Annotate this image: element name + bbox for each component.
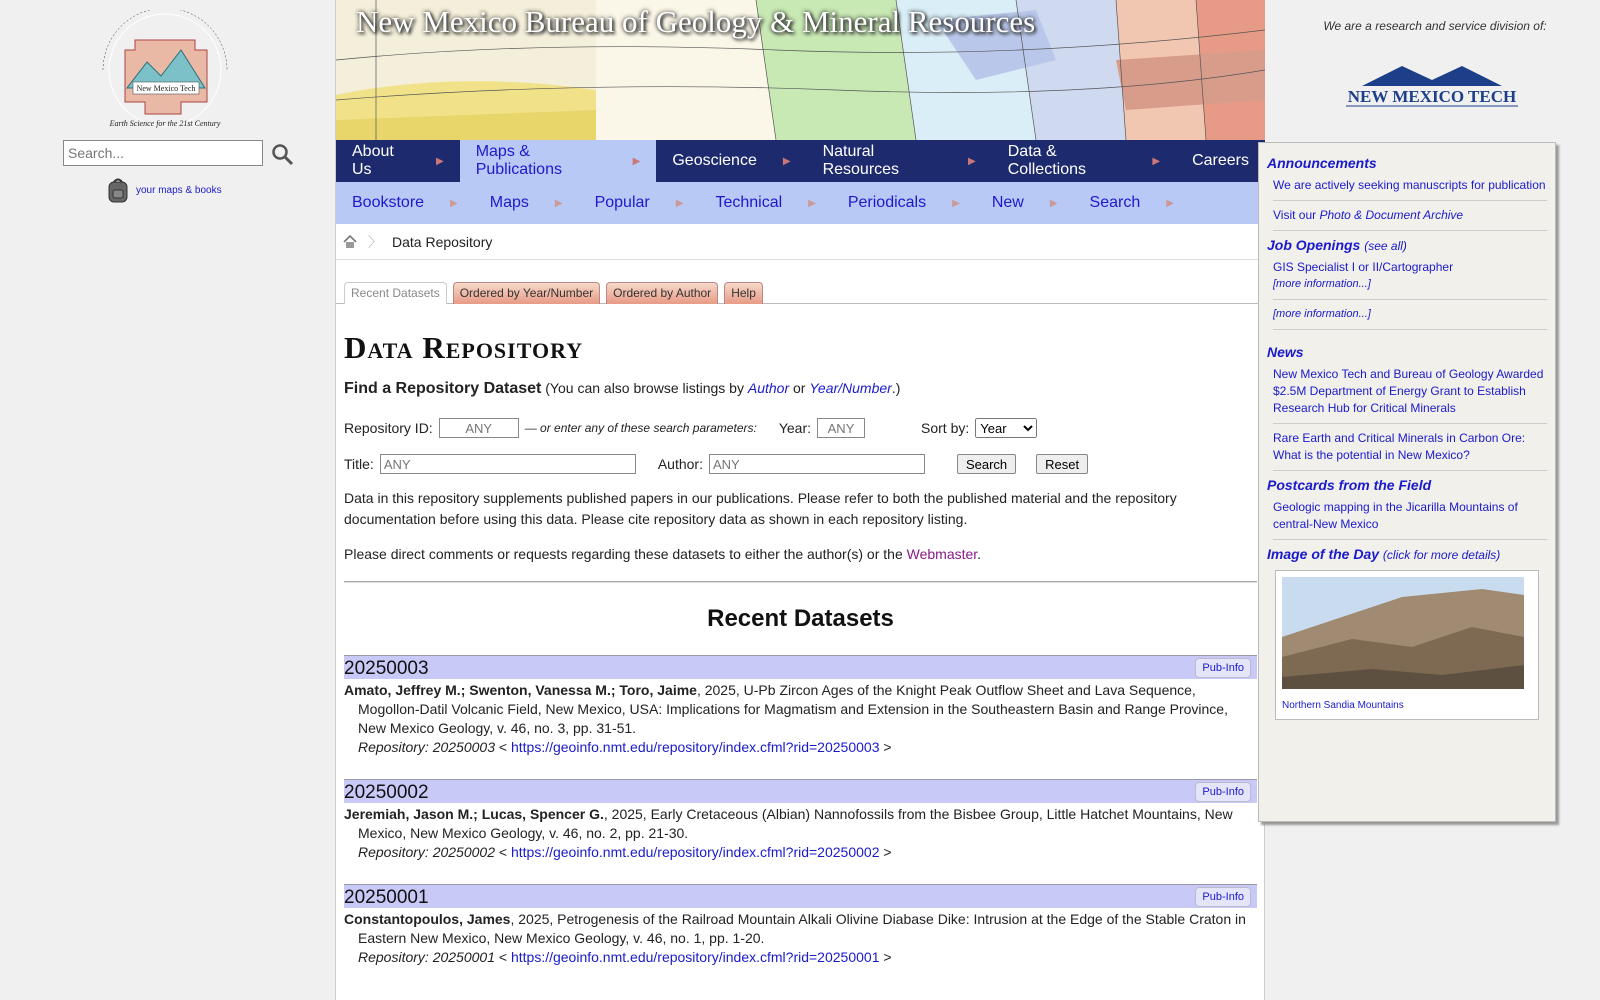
dataset-citation	[344, 910, 1257, 948]
author-input[interactable]	[709, 454, 925, 474]
subnav-label: Search	[1089, 194, 1141, 211]
news-item[interactable]: New Mexico Tech and Bureau of Geology Awarded $2.5M Department of Energy Grant to Establish Research Hub for Critical Minerals	[1273, 366, 1547, 424]
triangle-right-icon: ▶	[968, 155, 976, 167]
photo-archive-link[interactable]: Photo & Document Archive	[1319, 208, 1464, 222]
right-column	[1265, 0, 1600, 1000]
browse-year-link[interactable]: Year/Number	[809, 380, 892, 396]
triangle-right-icon: ▶	[436, 155, 444, 167]
triangle-right-icon: ▶	[1049, 197, 1058, 209]
tab-ordered-by-year[interactable]: Ordered by Year/Number	[453, 282, 600, 304]
sort-label: Sort by:	[921, 420, 970, 436]
svg-text:New Mexico Tech: New Mexico Tech	[136, 84, 196, 93]
webmaster-link[interactable]: Webmaster	[906, 546, 978, 562]
dataset-citation-text: , 2025, U-Pb Zircon Ages of the Knight Peak Outflow Sheet and Lava Sequence, Mogollon-Datil Volcanic Field, New Mexico, USA: Implications for Magmatism and Extension in the Southeastern Basin and Range Province, New Mexico Geology, v. 46, no. 3, pp. 31-51.	[358, 682, 1228, 736]
nav-label: Data & Collections	[1007, 143, 1086, 178]
dataset-url-link[interactable]: https://geoinfo.nmt.edu/repository/index.cfml?rid=20250002	[510, 844, 880, 860]
dataset-id: 20250002	[344, 782, 429, 803]
subnav-search[interactable]	[1074, 182, 1190, 224]
divider	[344, 581, 1257, 583]
or-search-params-text: — or enter any of these search parameters:	[524, 421, 757, 435]
dataset-citation-text: , 2025, Early Cretaceous (Albian) Nannofossils from the Bisbee Group, Little Hatchet Mountains, New Mexico, New Mexico Geology, v. 46, no. 2, pp. 21-30.	[358, 806, 1233, 841]
dataset-repo-line: Repository: 20250002 < https://geoinfo.nmt.edu/repository/index.cfml?rid=20250002 >	[358, 844, 892, 860]
search-form-row-1	[344, 418, 1257, 438]
announcement-text[interactable]: We are actively seeking manuscripts for publication	[1273, 178, 1546, 192]
pub-info-button[interactable]: Pub-Info	[1195, 782, 1251, 802]
dataset-repo-label: Repository: 20250002	[358, 844, 495, 860]
image-of-day-title: Image of the Day	[1267, 546, 1380, 562]
nav-label: Natural Resources	[822, 143, 900, 178]
news-item[interactable]: Rare Earth and Critical Minerals in Carbon Ore: What is the potential in New Mexico?	[1273, 430, 1547, 471]
comments-pre: Please direct comments or requests regarding these datasets to either the author(s) or the	[344, 546, 907, 562]
search-icon[interactable]	[270, 142, 294, 166]
jobs-see-all-link[interactable]: (see all)	[1364, 239, 1407, 253]
pub-info-button[interactable]: Pub-Info	[1195, 658, 1251, 678]
postcard-item[interactable]: Geologic mapping in the Jicarilla Mountains of central-New Mexico	[1273, 499, 1547, 540]
triangle-right-icon: ▶	[952, 197, 960, 209]
dataset-entry	[344, 779, 1257, 862]
job-openings-title: Job Openings	[1267, 237, 1361, 253]
image-of-day-note: (click for more details)	[1382, 548, 1501, 562]
dataset-url-link[interactable]: https://geoinfo.nmt.edu/repository/index.cfml?rid=20250003	[510, 739, 880, 755]
image-of-day-box[interactable]	[1275, 570, 1539, 720]
triangle-right-icon: ▶	[808, 197, 816, 209]
repository-description: Data in this repository supplements published papers in our publications. Please refer to both the published material and the repository documentation before using this data. Please cite repository data as shown in each repository listing.	[344, 490, 1177, 527]
year-label: Year:	[778, 420, 812, 436]
title-label: Title:	[344, 456, 374, 472]
dataset-header	[344, 779, 1257, 803]
nav-geoscience[interactable]	[656, 140, 806, 182]
nav-label: About Us	[352, 143, 394, 178]
subnav-label: New	[991, 194, 1024, 211]
triangle-right-icon: ▶	[554, 197, 563, 209]
browse-author-link[interactable]: Author	[747, 380, 790, 396]
subnav-bookstore[interactable]	[336, 182, 474, 224]
triangle-right-icon: ▶	[1152, 155, 1161, 167]
triangle-right-icon: ▶	[1166, 197, 1174, 209]
breadcrumb	[336, 224, 1265, 260]
bureau-logo[interactable]	[85, 10, 245, 130]
dataset-citation	[344, 805, 1257, 843]
sidebar-panel	[1258, 142, 1556, 822]
find-pre-text: (You can also browse listings by	[541, 380, 748, 396]
svg-text:NEW MEXICO TECH: NEW MEXICO TECH	[1347, 87, 1517, 106]
dataset-authors: Constantopoulos, James	[344, 911, 511, 927]
my-maps-books-link[interactable]	[104, 176, 222, 204]
home-icon[interactable]	[342, 234, 358, 250]
nav-maps-publications[interactable]	[460, 140, 657, 182]
image-of-day-photo[interactable]	[1282, 577, 1524, 689]
dataset-header	[344, 655, 1257, 679]
dataset-id: 20250001	[344, 887, 429, 908]
dataset-citation-text: , 2025, Petrogenesis of the Railroad Mountain Alkali Olivine Diabase Dike: Intrusion at the Edge of the Stable Craton in Eastern New Mexico, New Mexico Geology, v. 46, no. 1, pp. 1-20.	[358, 911, 1246, 946]
find-heading: Find a Repository Dataset	[344, 380, 542, 397]
job-openings-heading	[1267, 237, 1547, 253]
header-banner	[336, 0, 1265, 140]
repo-id-label: Repository ID:	[344, 420, 433, 436]
postcards-heading: Postcards from the Field	[1267, 477, 1432, 493]
triangle-right-icon: ▶	[782, 155, 791, 167]
site-search-input[interactable]	[63, 140, 263, 166]
nav-label: Careers	[1192, 152, 1249, 169]
year-input[interactable]	[817, 418, 865, 438]
dataset-citation	[344, 681, 1257, 738]
subnav-label: Periodicals	[847, 194, 927, 211]
dataset-repo-label: Repository: 20250003	[358, 739, 495, 755]
subnav-popular[interactable]	[579, 182, 700, 224]
subnav-label: Bookstore	[352, 194, 425, 211]
nav-careers[interactable]	[1176, 140, 1265, 182]
search-button[interactable]: Search	[957, 454, 1016, 474]
dataset-repo-line: Repository: 20250001 < https://geoinfo.nmt.edu/repository/index.cfml?rid=20250001 >	[358, 949, 892, 965]
dataset-list	[344, 655, 1257, 967]
job-more-link[interactable]: [more information...]	[1273, 278, 1371, 290]
subnav-technical[interactable]	[699, 182, 831, 224]
job-item[interactable]	[1273, 306, 1547, 330]
news-heading: News	[1267, 344, 1304, 360]
tab-recent-datasets[interactable]: Recent Datasets	[344, 282, 447, 304]
left-column	[0, 0, 336, 1000]
image-of-day-heading	[1267, 546, 1547, 562]
job-title[interactable]: GIS Specialist I or II/Cartographer	[1273, 260, 1454, 274]
job-more-link[interactable]: [more information...]	[1273, 308, 1371, 320]
page-content	[344, 330, 1257, 967]
repo-id-input[interactable]	[439, 418, 519, 438]
find-dataset-line	[344, 380, 1257, 398]
author-label: Author:	[657, 456, 703, 472]
dataset-id: 20250003	[344, 658, 429, 679]
subnav-periodicals[interactable]	[832, 182, 976, 224]
comments-note	[344, 544, 1257, 565]
dataset-header	[344, 884, 1257, 908]
sort-select[interactable]	[975, 418, 1037, 438]
dataset-entry	[344, 655, 1257, 757]
search-form-row-2	[344, 454, 1257, 474]
svg-text:Earth Science for the 21st Cen: Earth Science for the 21st Century	[109, 119, 221, 128]
nav-label: Geoscience	[672, 152, 757, 169]
dataset-authors: Amato, Jeffrey M.; Swenton, Vanessa M.; Toro, Jaime	[344, 682, 697, 698]
subnav-maps[interactable]	[474, 182, 579, 224]
main-content-column	[336, 0, 1265, 1000]
reset-button[interactable]: Reset	[1036, 454, 1088, 474]
recent-datasets-heading: Recent Datasets	[707, 605, 894, 632]
tab-ordered-by-author[interactable]: Ordered by Author	[606, 282, 718, 304]
dataset-repo-label: Repository: 20250001	[358, 949, 495, 965]
my-maps-books-label[interactable]: your maps & books	[136, 184, 222, 196]
job-item[interactable]	[1273, 259, 1547, 300]
tab-help[interactable]: Help	[724, 282, 763, 304]
site-title[interactable]: New Mexico Bureau of Geology & Mineral Resources	[356, 4, 1036, 39]
nav-about-us[interactable]	[336, 140, 460, 182]
new-mexico-tech-logo[interactable]	[1342, 64, 1522, 116]
nav-data-collections[interactable]	[992, 140, 1176, 182]
research-division-note: We are a research and service division of:	[1323, 19, 1547, 33]
subnav-label: Maps	[489, 194, 529, 211]
breadcrumb-current: Data Repository	[392, 233, 493, 250]
comments-post: .	[977, 546, 982, 562]
announcement-pre: Visit our	[1273, 208, 1320, 222]
nav-label: Maps & Publications	[475, 143, 562, 178]
triangle-right-icon: ▶	[675, 197, 684, 209]
subnav-label: Popular	[594, 194, 650, 211]
announcements-heading: Announcements	[1267, 155, 1377, 171]
repository-tabs	[336, 282, 1265, 304]
dataset-authors: Jeremiah, Jason M.; Lucas, Spencer G.	[344, 806, 604, 822]
subnav-label: Technical	[715, 194, 783, 211]
find-or-text: or	[789, 380, 810, 396]
backpack-icon	[104, 176, 132, 204]
chevron-right-icon: 〉	[368, 233, 382, 250]
pub-info-button[interactable]: Pub-Info	[1195, 887, 1251, 907]
subnav-new[interactable]	[976, 182, 1074, 224]
nav-natural-resources[interactable]	[807, 140, 992, 182]
dataset-repo-line: Repository: 20250003 < https://geoinfo.nmt.edu/repository/index.cfml?rid=20250003 >	[358, 739, 892, 755]
title-input[interactable]	[380, 454, 636, 474]
secondary-nav	[336, 182, 1265, 224]
announcement-item[interactable]	[1273, 207, 1547, 231]
triangle-right-icon: ▶	[632, 155, 641, 167]
image-of-day-caption[interactable]: Northern Sandia Mountains	[1282, 700, 1404, 711]
primary-nav	[336, 140, 1265, 182]
dataset-entry	[344, 884, 1257, 967]
announcement-item[interactable]	[1273, 177, 1547, 201]
dataset-url-link[interactable]: https://geoinfo.nmt.edu/repository/index.cfml?rid=20250001	[510, 949, 880, 965]
find-post-text: .)	[891, 380, 901, 396]
page-title: Data Repository	[344, 330, 584, 365]
triangle-right-icon: ▶	[450, 197, 458, 209]
